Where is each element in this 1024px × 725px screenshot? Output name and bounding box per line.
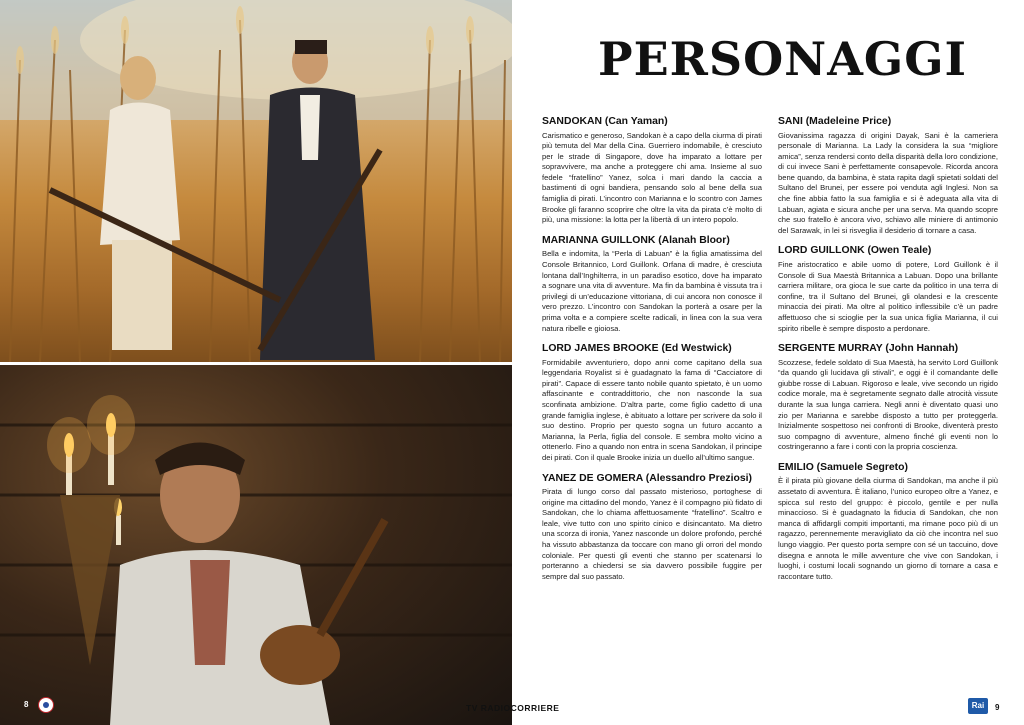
character-entry: [778, 245, 998, 334]
character-description: Fine aristocratico e abile uomo di potere, Lord Guillonk è il Console di Sua Maestà Britannica a Labuan. Dopo una brillante carriera militare, ora gioca le sue carte da politico in una terra di confine, tra il Sultano del Brunei, gli olandesi e la crescente minaccia dei pirati. Ma oltre al politico inflessibile c’è un padre affettuoso che si scioglie per la sua unica figlia Marianna, il cui spirito ribelle è sempre disposto a perdonare.: [778, 259, 998, 333]
characters-column-right: [778, 116, 998, 591]
character-name: SANI (Madeleine Price): [778, 116, 892, 127]
photo-candle-scene: [0, 365, 512, 725]
magazine-name: TV RADIOCORRIERE: [466, 703, 560, 713]
character-name: SANDOKAN (Can Yaman): [542, 116, 668, 127]
character-description: È il pirata più giovane della ciurma di Sandokan, ma anche il più assetato di avventura. È italiano, l’unico europeo oltre a Yanez, e spicca sul resto del gruppo: è piccolo, gentile e per nulla minaccioso. Si è guadagnato la fiducia di Sandokan, che non manca di affidargli compiti importanti, ma rimane poco più di un ragazzo, perennemente meravigliato da ciò che incontra nel suo lungo viaggio. Per questo porta sempre con sé un taccuino, dove disegna e annota le mille avventure che vive con Sandokan, i luoghi, i costumi locali sognando un giorno di tornare a casa e raccontare tutto.: [778, 476, 998, 581]
character-entry: [778, 116, 998, 236]
character-name: LORD JAMES BROOKE (Ed Westwick): [542, 343, 732, 355]
character-entry: [542, 235, 762, 334]
character-name: SERGENTE MURRAY (John Hannah): [778, 343, 959, 355]
character-entry: [542, 343, 762, 463]
photo-reeds-scene: [0, 0, 512, 362]
character-name: MARIANNA GUILLONK (Alanah Bloor): [542, 234, 730, 246]
character-entry: [778, 462, 998, 582]
characters-column-left: [542, 116, 762, 591]
character-entry: [778, 343, 998, 453]
rai-logo: Rai: [968, 698, 988, 714]
character-description: Formidabile avventuriero, dopo anni come capitano della sua leggendaria Royalist si è guadagnato la fama di “Cacciatore di pirati”. Capace di essere tanto nobile quanto spietato, è un uomo affascinante e contraddittorio, che non nasconde la sua sconfinata ambizione. D’altra parte, come figlio cadetto di una grande famiglia inglese, è abituato a lottare per scrivere da solo il suo destino. Proprio per questo sogna un futuro accanto a Marianna, la Perla, figlia del console. E sembra molto vicino a ottenerlo. Fino a quando non entra in scena Sandokan, il principe dei pirati. Con il quale Brooke inizia un duello all’ultimo sangue.: [542, 357, 762, 462]
character-description: Pirata di lungo corso dal passato misterioso, portoghese di origine ma cittadino del mondo, Yanez è il compagno più fidato di Sandokan, che lo chiama affettuosamente “fratellino”. Scaltro e leale, vive tutto con uno spirito cinico e disincantato. Ma dietro una scorza di ironia, Yanez nasconde un dolore profondo, perché ha vissuto abbastanza da toccare con mano gli orrori del mondo coloniale. Per questi gli eventi che stanno per scatenarsi lo porteranno a chiedersi se sia davvero possibile fuggire per sempre dal suo passato.: [542, 487, 762, 581]
character-description: Scozzese, fedele soldato di Sua Maestà, ha servito Lord Guillonk “da quando gli lucidava gli stivali”, e oggi è il comandante delle giubbe rosse di Labuan. Rigoroso e leale, vive secondo un rigido codice morale, ma è segretamente segnato dalle atrocità vissute durante la sua lunga carriera. Negli anni è diventato quasi uno zio per Marianna e sarebbe disposto a tutto per proteggerla. Inizialmente sospettoso nei confronti di Brooke, diventerà presto suo compagno di avventure, almeno finché gli eventi non lo costringeranno a fare i conti con la propria coscienza.: [778, 357, 998, 452]
photo-reeds-illustration: [0, 0, 512, 362]
character-description: Giovanissima ragazza di origini Dayak, Sani è la cameriera personale di Marianna. La Lady la considera la sua “migliore amica”, senza rendersi conto della disparità della loro condizione, di cui invece Sani è perfettamente consapevole. Ricorda ancora bene quando, da bambina, è stata rapita dagli spietati soldati del Sultano del Brunei, per essere poi venduta agli Inglesi. Non sa che fine abbia fatto la sua famiglia e si è adeguata alla vita di Labuan, agiata e sicura anche per una serva. Ma quando scopre che suo fratello è ancora vivo, schiavo alle miniere di antimonio del Sarawak, in lei si risveglia il desiderio di tornare a casa.: [778, 130, 998, 235]
character-name: EMILIO (Samuele Segreto): [778, 461, 908, 473]
character-entry: [542, 473, 762, 583]
character-entry: [542, 116, 762, 226]
page-title: PERSONAGGI: [598, 32, 967, 86]
character-description: Bella e indomita, la “Perla di Labuan” è la figlia amatissima del Console Britannico, Lord Guillonk. Orfana di madre, è cresciuta lontana dall’Inghilterra, in un paradiso esotico, dove ha imparato a sognare una vita di avventure. Ma fin da bambina è vissuta tra i privilegi di un’educazione vittoriana, di cui ancora non conosce il vero prezzo. L’incontro con Sandokan la porterà a osare per la prima volta e a compiere scelte radicali, in linea con la sua vera natura ribelle e gioiosa.: [542, 249, 762, 333]
page-number-right: 9: [995, 703, 1000, 712]
character-name: LORD GUILLONK (Owen Teale): [778, 245, 932, 257]
character-name: YANEZ DE GOMERA (Alessandro Preziosi): [542, 472, 752, 484]
rai-emblem-icon: [38, 697, 54, 713]
page-number-left: 8: [24, 700, 29, 709]
character-description: Carismatico e generoso, Sandokan è a capo della ciurma di pirati più temuta del Mar della Cina. Guerriero indomabile, è cresciuto per le strade di Singapore, dove ha imparato a lottare per sopravvivere, ma anche a proteggere chi ama. Insieme al suo fedele “fratellino” Yanez, solca i mari dando la caccia a bastimenti di ogni bandiera, pensando solo al bene della sua famiglia di pirati. L’incontro con Marianna e lo scontro con James Brooke gli faranno scoprire che oltre la vita da pirata c’è molto di più, una missione: la lotta per la libertà di un intero popolo.: [542, 130, 762, 225]
photo-candle-illustration: [0, 365, 512, 725]
